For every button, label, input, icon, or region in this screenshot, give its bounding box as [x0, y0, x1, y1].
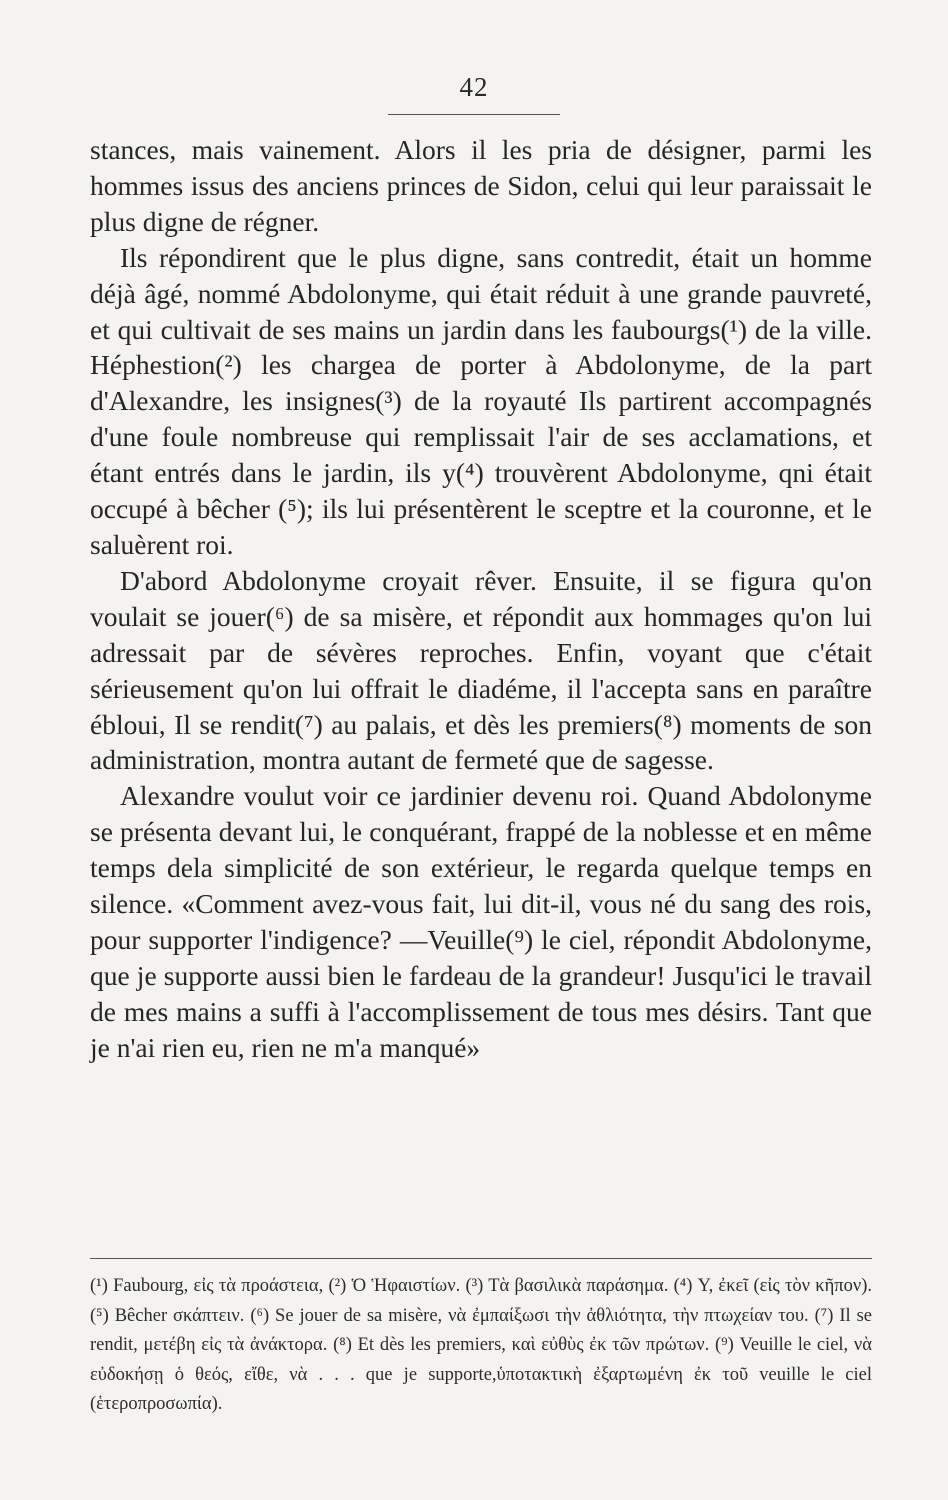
footnotes [90, 1272, 872, 1420]
footnote-text: (¹) Faubourg, εἰς τὰ προάστεια, (²) Ὁ Ἡφαιστίων. (³) Τὰ βασιλικὰ παράσημα. (⁴) Y, ἐκεῖ (εἰς τὸν κῆπον). (⁵) Bêcher σκάπτειν. (⁶) Se jouer de sa misère, νὰ ἐμπαίξωσι τὴν ἀθλιότητα, τὴν πτωχείαν του. (⁷) Il se rendit, μετέβη εἰς τὰ ἀνάκτορα. (⁸) Et dès les premiers, καὶ εὐθὺς ἐκ τῶν πρώτων. (⁹) Veuille le ciel, νὰ εὐδοκήσῃ ὁ θεός, εἴθε, νὰ . . . que je supporte,ὑποτακτικὴ ἐξαρτωμένη ἐκ τοῦ veuille le ciel (ἑτεροπροσωπία). [90, 1276, 872, 1414]
body-text [90, 132, 872, 1066]
paragraph: Alexandre voulut voir ce jardinier devenu roi. Quand Abdolonyme se présenta devant lui, le conquérant, frappé de la noblesse et en même temps dela simplicité de son extérieur, le regarda quelque temps en silence. «Comment avez-vous fait, lui dit-il, vous né du sang des rois, pour supporter l'indigence? —Veuille(⁹) le ciel, répondit Abdolonyme, que je supporte aussi bien le fardeau de la grandeur! Jusqu'ici le travail de mes mains a suffi à l'accomplissement de tous mes désirs. Tant que je n'ai rien eu, rien ne m'a manqué» [90, 780, 872, 1063]
footnote-rule [90, 1258, 872, 1259]
page-number: 42 [459, 72, 489, 102]
paragraph: D'abord Abdolonyme croyait rêver. Ensuite, il se figura qu'on voulait se jouer(⁶) de sa misère, et répondit aux hommages qu'on lui adressait par de sévères reproches. Enfin, voyant que c'était sérieusement qu'on lui offrait le diadéme, il l'accepta sans en paraître ébloui, Il se rendit(⁷) au palais, et dès les premiers(⁸) moments de son administration, montra autant de fermeté que de sagesse. [90, 564, 872, 776]
paragraph: Ils répondirent que le plus digne, sans contredit, était un homme déjà âgé, nommé Abdolonyme, qui était réduit à une grande pauvreté, et qui cultivait de ses mains un jardin dans les faubourgs(¹) de la ville. Héphestion(²) les chargea de porter à Abdolonyme, de la part d'Alexandre, les insignes(³) de la royauté Ils partirent accompagnés d'une foule nombreuse qui remplissait l'air de ses acclamations, et étant entrés dans le jardin, ils y(⁴) trouvèrent Abdolonyme, qni était occupé à bêcher (⁵); ils lui présentèrent le sceptre et la couronne, et le saluèrent roi. [90, 241, 872, 560]
paragraph: stances, mais vainement. Alors il les pria de désigner, parmi les hommes issus des anciens princes de Sidon, celui qui leur paraissait le plus digne de régner. [90, 134, 872, 237]
header-rule [388, 114, 560, 115]
